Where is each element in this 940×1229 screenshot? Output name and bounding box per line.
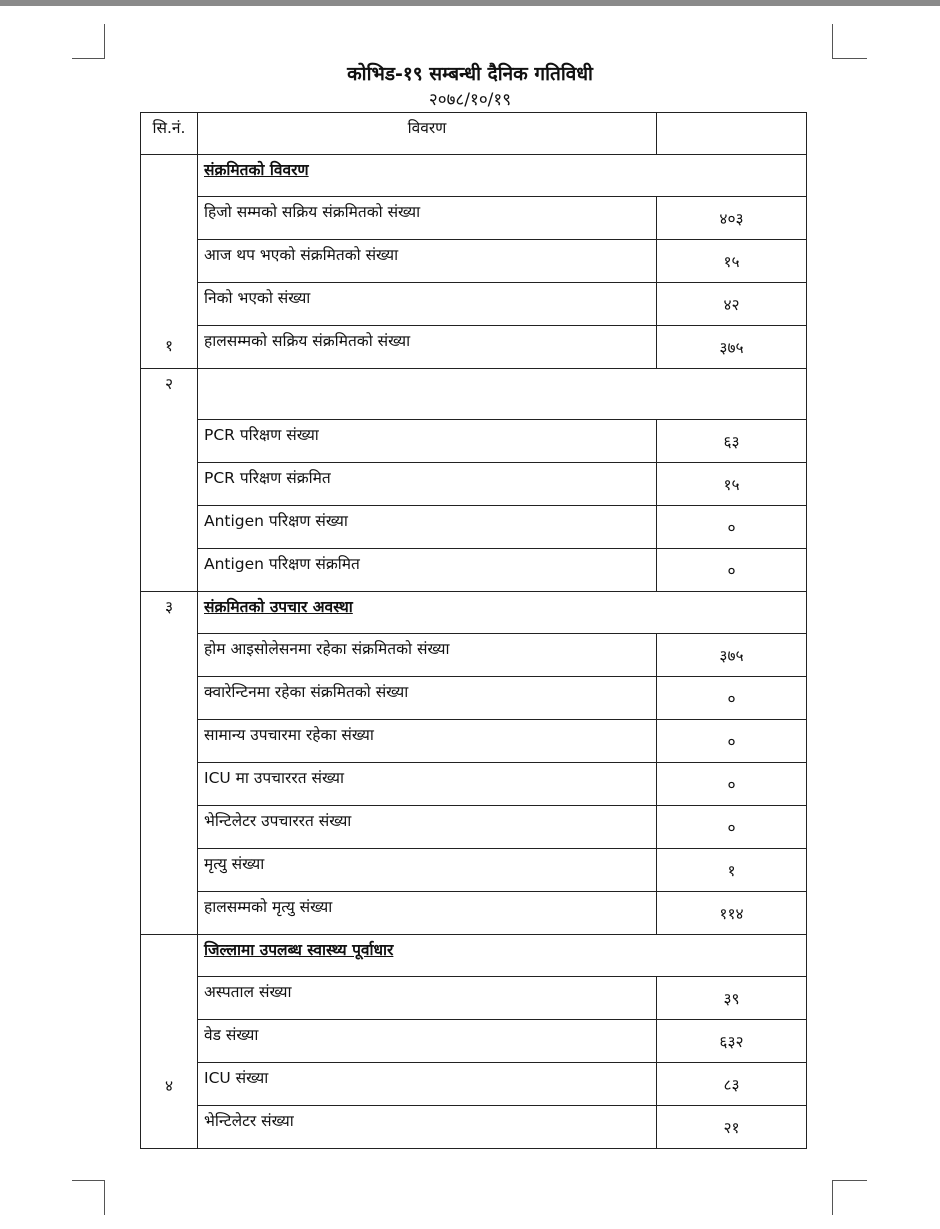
row-label: क्वारेन्टिनमा रहेका संक्रमितको संख्या xyxy=(198,677,657,720)
table-row xyxy=(141,549,807,592)
section-2-heading-cell xyxy=(198,369,807,420)
row-label: निको भएको संख्या xyxy=(198,283,657,326)
row-label: भेन्टिलेटर संख्या xyxy=(198,1106,657,1149)
row-value: ८३ xyxy=(657,1063,807,1106)
row-value: १५ xyxy=(657,240,807,283)
row-value: ४०३ xyxy=(657,197,807,240)
covid-daily-report-table xyxy=(140,112,807,1149)
table-row xyxy=(141,977,807,1020)
row-label: आज थप भएको संक्रमितको संख्या xyxy=(198,240,657,283)
table-row xyxy=(141,677,807,720)
table-row xyxy=(141,763,807,806)
header-serial-number: सि.नं. xyxy=(141,113,198,155)
section-1-serial: १ xyxy=(141,155,198,369)
row-label: होम आइसोलेसनमा रहेका संक्रमितको संख्या xyxy=(198,634,657,677)
section-1-heading-cell xyxy=(198,155,807,197)
table-row xyxy=(141,326,807,369)
row-value: ११४ xyxy=(657,892,807,935)
row-value: ० xyxy=(657,763,807,806)
row-label: ICU संख्या xyxy=(198,1063,657,1106)
crop-mark-bottom-right xyxy=(832,1180,867,1215)
row-value: ३९ xyxy=(657,977,807,1020)
table-row xyxy=(141,197,807,240)
row-label: PCR परिक्षण संक्रमित xyxy=(198,463,657,506)
table-header-row xyxy=(141,113,807,155)
row-value: ६३२ xyxy=(657,1020,807,1063)
row-value: ० xyxy=(657,806,807,849)
section-3-heading: संक्रमितको उपचार अवस्था xyxy=(204,598,353,616)
section-4-heading-cell xyxy=(198,935,807,977)
row-label: हालसम्मको मृत्यु संख्या xyxy=(198,892,657,935)
row-value: १ xyxy=(657,849,807,892)
table-row xyxy=(141,240,807,283)
row-label: अस्पताल संख्या xyxy=(198,977,657,1020)
row-value: ३७५ xyxy=(657,634,807,677)
table-row xyxy=(141,463,807,506)
section-1-heading-row xyxy=(141,155,807,197)
row-value: ३७५ xyxy=(657,326,807,369)
section-3-serial: ३ xyxy=(141,592,198,935)
table-row xyxy=(141,1106,807,1149)
table-row xyxy=(141,720,807,763)
section-4-serial: ४ xyxy=(141,935,198,1149)
row-label: मृत्यु संख्या xyxy=(198,849,657,892)
header-value xyxy=(657,113,807,155)
table-row xyxy=(141,806,807,849)
section-1-heading: संक्रमितको विवरण xyxy=(204,161,309,179)
row-label: भेन्टिलेटर उपचाररत संख्या xyxy=(198,806,657,849)
row-value: २१ xyxy=(657,1106,807,1149)
header-description: विवरण xyxy=(198,113,657,155)
row-label: वेड संख्या xyxy=(198,1020,657,1063)
section-2-serial: २ xyxy=(141,369,198,592)
row-label: हिजो सम्मको सक्रिय संक्रमितको संख्या xyxy=(198,197,657,240)
row-value: ० xyxy=(657,720,807,763)
row-label: Antigen परिक्षण संक्रमित xyxy=(198,549,657,592)
table-row xyxy=(141,892,807,935)
table-row xyxy=(141,283,807,326)
row-label: हालसम्मको सक्रिय संक्रमितको संख्या xyxy=(198,326,657,369)
document-title: कोभिड-१९ सम्बन्धी दैनिक गतिविधी xyxy=(347,63,593,85)
row-label: सामान्य उपचारमा रहेका संख्या xyxy=(198,720,657,763)
section-4-heading: जिल्लामा उपलब्ध स्वास्थ्य पूर्वाधार xyxy=(204,941,394,959)
table-row xyxy=(141,1020,807,1063)
row-value: ० xyxy=(657,549,807,592)
window-top-bar xyxy=(0,0,940,6)
row-value: ० xyxy=(657,506,807,549)
row-value: ० xyxy=(657,677,807,720)
section-2-heading-row xyxy=(141,369,807,420)
row-value: १५ xyxy=(657,463,807,506)
row-label: PCR परिक्षण संख्या xyxy=(198,420,657,463)
table-row xyxy=(141,849,807,892)
row-value: ६३ xyxy=(657,420,807,463)
document-date: २०७८/१०/१९ xyxy=(428,90,512,110)
crop-mark-top-right xyxy=(832,24,867,59)
row-label: Antigen परिक्षण संख्या xyxy=(198,506,657,549)
row-label: ICU मा उपचाररत संख्या xyxy=(198,763,657,806)
table-row xyxy=(141,1063,807,1106)
crop-mark-top-left xyxy=(72,24,105,59)
table-row xyxy=(141,634,807,677)
crop-mark-bottom-left xyxy=(72,1180,105,1215)
section-3-heading-row xyxy=(141,592,807,634)
section-4-heading-row xyxy=(141,935,807,977)
table-row xyxy=(141,420,807,463)
row-value: ४२ xyxy=(657,283,807,326)
section-3-heading-cell xyxy=(198,592,807,634)
table-row xyxy=(141,506,807,549)
